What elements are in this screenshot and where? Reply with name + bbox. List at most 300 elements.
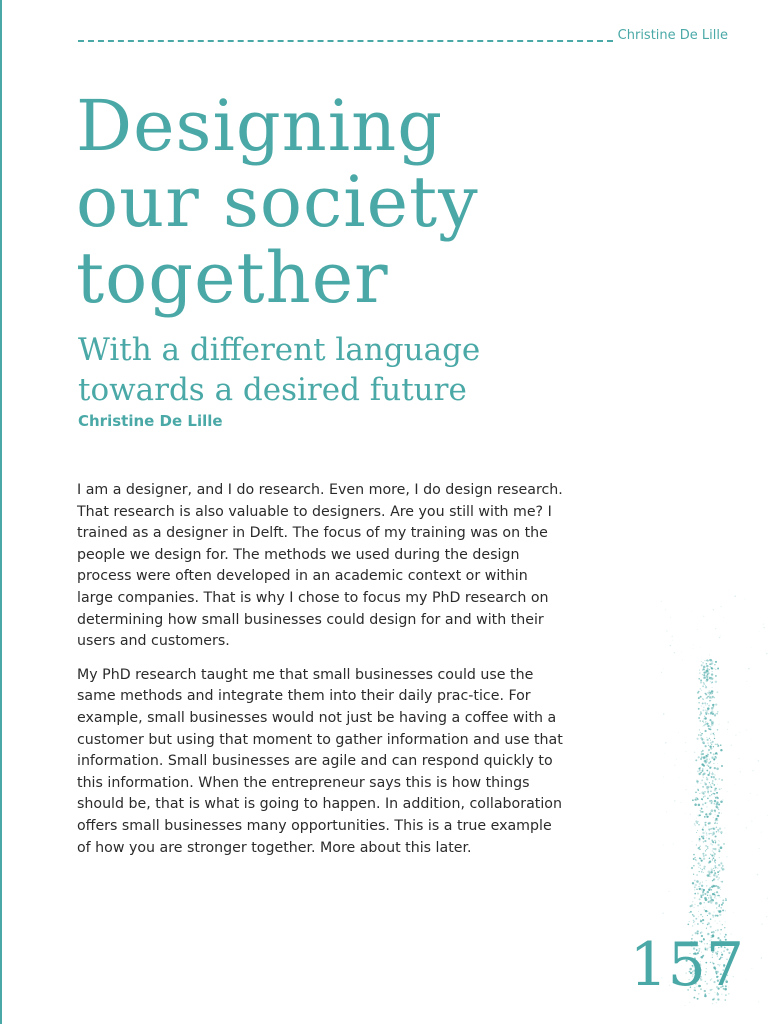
texture-speck bbox=[706, 770, 708, 772]
texture-speck bbox=[702, 698, 703, 699]
texture-speck bbox=[716, 1002, 718, 1004]
texture-speck bbox=[734, 595, 736, 597]
texture-speck bbox=[708, 765, 709, 766]
texture-speck bbox=[715, 902, 718, 905]
texture-speck bbox=[715, 714, 716, 715]
texture-speck bbox=[714, 735, 715, 736]
texture-speck bbox=[700, 882, 701, 883]
texture-speck bbox=[695, 918, 697, 920]
texture-speck bbox=[706, 885, 707, 886]
texture-speck bbox=[702, 750, 704, 752]
texture-speck bbox=[706, 880, 707, 881]
texture-speck bbox=[708, 791, 709, 792]
texture-speck bbox=[711, 868, 712, 869]
texture-speck bbox=[703, 682, 705, 684]
page-number: 157 bbox=[629, 930, 744, 1000]
texture-speck bbox=[701, 895, 703, 897]
texture-speck bbox=[721, 867, 723, 869]
texture-speck bbox=[694, 857, 695, 858]
texture-speck bbox=[759, 848, 760, 849]
texture-speck bbox=[703, 616, 704, 617]
texture-speck bbox=[697, 789, 698, 790]
texture-speck bbox=[702, 669, 703, 670]
texture-speck bbox=[705, 712, 708, 715]
texture-speck bbox=[705, 730, 707, 732]
texture-speck bbox=[685, 813, 686, 814]
texture-speck bbox=[666, 631, 667, 632]
texture-speck bbox=[714, 714, 716, 716]
texture-speck bbox=[752, 770, 753, 771]
texture-speck bbox=[738, 758, 739, 759]
texture-speck bbox=[700, 696, 702, 698]
texture-speck bbox=[719, 914, 721, 916]
texture-speck bbox=[694, 889, 695, 890]
texture-speck bbox=[709, 663, 711, 665]
texture-speck bbox=[712, 687, 713, 688]
texture-speck bbox=[713, 842, 714, 843]
texture-speck bbox=[720, 831, 722, 833]
texture-speck bbox=[698, 916, 699, 917]
texture-speck bbox=[695, 803, 696, 804]
texture-speck bbox=[735, 734, 737, 736]
texture-speck bbox=[718, 906, 719, 907]
texture-speck bbox=[692, 799, 694, 801]
texture-speck bbox=[698, 734, 700, 736]
texture-speck bbox=[714, 796, 715, 797]
texture-speck bbox=[696, 874, 698, 876]
texture-speck bbox=[704, 893, 706, 895]
texture-speck bbox=[725, 899, 727, 901]
texture-speck bbox=[690, 773, 691, 774]
texture-speck bbox=[712, 780, 713, 781]
texture-speck bbox=[709, 813, 712, 816]
texture-speck bbox=[702, 916, 703, 917]
texture-speck bbox=[699, 838, 701, 840]
texture-speck bbox=[717, 763, 718, 764]
texture-speck bbox=[713, 753, 715, 755]
texture-speck bbox=[662, 912, 663, 913]
texture-speck bbox=[701, 664, 703, 666]
texture-speck bbox=[719, 857, 720, 858]
texture-speck bbox=[714, 661, 715, 662]
texture-speck bbox=[700, 681, 702, 683]
texture-speck bbox=[717, 895, 718, 896]
texture-speck bbox=[705, 745, 707, 747]
texture-speck bbox=[706, 758, 708, 760]
texture-speck bbox=[755, 817, 756, 818]
texture-speck bbox=[704, 791, 706, 793]
texture-speck bbox=[703, 866, 705, 868]
texture-speck bbox=[698, 911, 699, 912]
texture-speck bbox=[700, 734, 702, 736]
texture-speck bbox=[706, 670, 708, 672]
texture-speck bbox=[715, 873, 716, 874]
texture-speck bbox=[709, 889, 710, 890]
texture-speck bbox=[711, 871, 713, 873]
texture-speck bbox=[712, 772, 713, 773]
texture-speck bbox=[721, 765, 723, 767]
texture-speck bbox=[726, 791, 727, 792]
texture-speck bbox=[750, 793, 751, 794]
texture-speck bbox=[700, 758, 702, 760]
texture-speck bbox=[714, 793, 716, 795]
texture-speck bbox=[711, 667, 713, 669]
texture-speck bbox=[676, 759, 677, 760]
texture-speck bbox=[721, 788, 722, 789]
texture-speck bbox=[705, 813, 707, 815]
texture-speck bbox=[710, 901, 712, 903]
texture-speck bbox=[758, 1001, 759, 1002]
texture-speck bbox=[713, 784, 715, 786]
texture-speck bbox=[710, 776, 711, 777]
title-line: our society bbox=[76, 161, 479, 243]
texture-speck bbox=[712, 720, 713, 721]
texture-speck bbox=[705, 831, 706, 832]
texture-speck bbox=[668, 891, 669, 892]
texture-speck bbox=[713, 763, 714, 764]
texture-speck bbox=[708, 897, 709, 898]
texture-speck bbox=[704, 669, 705, 670]
texture-speck bbox=[740, 771, 741, 772]
texture-speck bbox=[715, 885, 717, 887]
texture-speck bbox=[722, 902, 724, 904]
texture-speck bbox=[758, 760, 759, 761]
texture-speck bbox=[707, 846, 709, 848]
texture-speck bbox=[707, 704, 708, 705]
texture-speck bbox=[710, 918, 712, 920]
texture-speck bbox=[682, 659, 683, 660]
texture-speck bbox=[763, 627, 764, 628]
texture-speck bbox=[709, 767, 711, 769]
texture-speck bbox=[719, 870, 720, 871]
texture-speck bbox=[705, 910, 707, 912]
article-byline: Christine De Lille bbox=[78, 412, 223, 430]
texture-speck bbox=[710, 681, 711, 682]
texture-speck bbox=[698, 824, 699, 825]
body-paragraph: I am a designer, and I do research. Even more, I do design research. That research is also valuable to designers. Are you still with me? I trained as a designer in Delft. The focus of my training was on the people we design for. The methods we used during the design process were often developed in an academic context or within large companies. That is why I chose to focus my PhD research on determining how small businesses could design for and with their users and customers. bbox=[77, 482, 563, 650]
texture-speck bbox=[703, 666, 706, 669]
texture-speck bbox=[714, 853, 716, 855]
texture-speck bbox=[718, 849, 720, 851]
texture-speck bbox=[701, 779, 703, 781]
texture-speck bbox=[719, 905, 720, 906]
texture-speck bbox=[685, 789, 686, 790]
texture-speck bbox=[704, 822, 706, 824]
texture-speck bbox=[704, 782, 706, 784]
texture-speck bbox=[701, 798, 703, 800]
texture-speck bbox=[710, 882, 711, 883]
texture-speck bbox=[702, 803, 704, 805]
texture-speck bbox=[711, 809, 714, 812]
texture-speck bbox=[694, 752, 696, 754]
texture-speck bbox=[719, 788, 721, 790]
texture-speck bbox=[710, 696, 712, 698]
page-edge-line bbox=[0, 0, 2, 1024]
texture-speck bbox=[710, 752, 712, 754]
texture-speck bbox=[715, 836, 717, 838]
texture-speck bbox=[766, 916, 767, 917]
texture-speck bbox=[707, 895, 708, 896]
texture-speck bbox=[696, 860, 698, 862]
texture-speck bbox=[685, 751, 686, 752]
texture-speck bbox=[705, 824, 707, 826]
texture-speck bbox=[699, 864, 701, 866]
texture-speck bbox=[717, 797, 719, 799]
texture-speck bbox=[704, 909, 706, 911]
texture-speck bbox=[712, 693, 713, 694]
texture-speck bbox=[712, 885, 713, 886]
texture-speck bbox=[702, 674, 703, 675]
texture-speck bbox=[721, 881, 723, 883]
texture-speck bbox=[664, 753, 665, 754]
texture-speck bbox=[713, 874, 715, 876]
texture-speck bbox=[706, 834, 707, 835]
texture-speck bbox=[710, 761, 712, 763]
texture-speck bbox=[705, 768, 706, 769]
texture-speck bbox=[699, 670, 700, 671]
texture-speck bbox=[703, 841, 705, 843]
texture-speck bbox=[697, 814, 699, 816]
texture-speck bbox=[761, 923, 762, 924]
texture-speck bbox=[697, 738, 699, 740]
texture-speck bbox=[696, 889, 697, 890]
texture-speck bbox=[715, 775, 716, 776]
texture-speck bbox=[703, 777, 704, 778]
texture-speck bbox=[718, 724, 719, 725]
texture-speck bbox=[691, 904, 693, 906]
texture-speck bbox=[699, 888, 701, 890]
texture-speck bbox=[711, 678, 713, 680]
texture-speck bbox=[707, 737, 708, 738]
texture-speck bbox=[721, 779, 723, 781]
texture-speck bbox=[711, 828, 712, 829]
texture-speck bbox=[711, 732, 712, 733]
texture-speck bbox=[723, 843, 725, 845]
texture-speck bbox=[715, 842, 716, 843]
texture-speck bbox=[706, 838, 707, 839]
texture-speck bbox=[714, 767, 716, 769]
texture-speck bbox=[703, 907, 704, 908]
texture-speck bbox=[706, 832, 708, 834]
subtitle-line: With a different language bbox=[78, 332, 481, 368]
texture-speck bbox=[722, 869, 723, 870]
texture-speck bbox=[718, 815, 720, 817]
texture-speck bbox=[706, 723, 708, 725]
texture-speck bbox=[708, 692, 710, 694]
texture-speck bbox=[694, 884, 696, 886]
texture-speck bbox=[714, 865, 716, 867]
texture-speck bbox=[694, 893, 696, 895]
texture-speck bbox=[709, 872, 711, 874]
texture-speck bbox=[713, 609, 714, 610]
texture-speck bbox=[715, 920, 716, 921]
texture-speck bbox=[722, 909, 724, 911]
texture-speck bbox=[670, 617, 671, 618]
texture-speck bbox=[709, 771, 710, 772]
texture-speck bbox=[701, 733, 703, 735]
texture-speck bbox=[712, 827, 714, 829]
texture-speck bbox=[711, 682, 713, 684]
texture-speck bbox=[706, 665, 708, 667]
texture-speck bbox=[761, 957, 762, 958]
texture-speck bbox=[702, 770, 704, 772]
texture-speck bbox=[708, 901, 710, 903]
texture-speck bbox=[713, 733, 714, 734]
article-subtitle bbox=[78, 330, 480, 410]
texture-speck bbox=[694, 907, 695, 908]
texture-speck bbox=[719, 877, 720, 878]
texture-speck bbox=[714, 840, 715, 841]
texture-speck bbox=[708, 833, 710, 835]
texture-speck bbox=[709, 887, 711, 889]
texture-speck bbox=[710, 693, 712, 695]
texture-speck bbox=[703, 707, 704, 708]
texture-speck bbox=[722, 924, 723, 925]
texture-speck bbox=[696, 845, 697, 846]
texture-speck bbox=[762, 590, 763, 591]
texture-speck bbox=[663, 713, 665, 715]
texture-speck bbox=[709, 694, 710, 695]
texture-speck bbox=[708, 745, 709, 746]
texture-speck bbox=[702, 720, 703, 721]
texture-speck bbox=[710, 790, 712, 792]
texture-speck bbox=[703, 756, 705, 758]
texture-speck bbox=[705, 760, 706, 761]
texture-speck bbox=[696, 779, 697, 780]
texture-speck bbox=[705, 686, 707, 688]
texture-speck bbox=[702, 702, 704, 704]
texture-speck bbox=[702, 738, 703, 739]
texture-speck bbox=[703, 894, 704, 895]
texture-speck bbox=[700, 772, 702, 774]
texture-speck bbox=[698, 717, 700, 719]
texture-speck bbox=[718, 803, 720, 805]
texture-speck bbox=[715, 788, 717, 790]
texture-speck bbox=[751, 739, 752, 740]
texture-speck bbox=[710, 700, 711, 701]
texture-speck bbox=[684, 1005, 685, 1006]
texture-speck bbox=[713, 746, 714, 747]
texture-speck bbox=[725, 910, 726, 911]
texture-speck bbox=[715, 661, 717, 663]
texture-speck bbox=[711, 777, 712, 778]
texture-speck bbox=[710, 719, 711, 720]
texture-speck bbox=[701, 808, 702, 809]
texture-speck bbox=[713, 758, 715, 760]
texture-speck bbox=[703, 890, 705, 892]
texture-speck bbox=[707, 677, 708, 678]
article-body bbox=[77, 480, 563, 871]
texture-speck bbox=[712, 915, 713, 916]
texture-speck bbox=[687, 867, 688, 868]
texture-speck bbox=[707, 891, 709, 893]
texture-speck bbox=[698, 862, 700, 864]
texture-speck bbox=[713, 868, 714, 869]
texture-speck bbox=[714, 912, 715, 913]
texture-speck bbox=[751, 821, 752, 822]
texture-speck bbox=[715, 703, 717, 705]
texture-speck bbox=[714, 738, 715, 739]
texture-speck bbox=[663, 776, 664, 777]
texture-speck bbox=[741, 874, 742, 875]
texture-speck bbox=[722, 799, 724, 801]
texture-speck bbox=[697, 799, 699, 801]
texture-speck bbox=[695, 820, 697, 822]
texture-speck bbox=[704, 902, 705, 903]
texture-speck bbox=[710, 784, 711, 785]
texture-speck bbox=[719, 637, 720, 638]
texture-speck bbox=[705, 756, 707, 758]
texture-speck bbox=[704, 677, 707, 680]
texture-speck bbox=[718, 850, 720, 852]
texture-speck bbox=[766, 653, 767, 654]
texture-speck bbox=[692, 841, 693, 842]
texture-speck bbox=[702, 662, 704, 664]
texture-speck bbox=[710, 733, 712, 735]
texture-speck bbox=[707, 911, 708, 912]
texture-speck bbox=[699, 720, 700, 721]
texture-speck bbox=[690, 911, 692, 913]
texture-speck bbox=[690, 814, 691, 815]
texture-speck bbox=[704, 716, 705, 717]
texture-speck bbox=[708, 829, 710, 831]
texture-speck bbox=[722, 899, 724, 901]
texture-speck bbox=[695, 786, 696, 787]
texture-speck bbox=[716, 713, 717, 714]
texture-speck bbox=[733, 912, 734, 913]
texture-speck bbox=[719, 841, 720, 842]
texture-speck bbox=[663, 845, 664, 846]
texture-speck bbox=[661, 601, 662, 602]
texture-speck bbox=[695, 792, 697, 794]
texture-speck bbox=[707, 764, 709, 766]
texture-speck bbox=[702, 741, 705, 744]
texture-speck bbox=[703, 796, 704, 797]
texture-speck bbox=[713, 893, 715, 895]
texture-speck bbox=[695, 825, 696, 826]
texture-speck bbox=[694, 880, 696, 882]
texture-speck bbox=[712, 916, 714, 918]
texture-speck bbox=[698, 702, 700, 704]
texture-speck bbox=[712, 844, 713, 845]
texture-speck bbox=[707, 774, 709, 776]
texture-speck bbox=[709, 654, 710, 655]
texture-speck bbox=[714, 697, 716, 699]
texture-speck bbox=[700, 712, 702, 714]
texture-speck bbox=[708, 713, 709, 714]
texture-speck bbox=[709, 758, 710, 759]
texture-speck bbox=[706, 675, 709, 678]
texture-speck bbox=[708, 690, 710, 692]
texture-speck bbox=[700, 846, 701, 847]
texture-speck bbox=[761, 832, 762, 833]
texture-speck bbox=[694, 823, 696, 825]
texture-speck bbox=[720, 887, 721, 888]
texture-speck bbox=[709, 795, 711, 797]
texture-speck bbox=[718, 874, 719, 875]
texture-speck bbox=[718, 864, 720, 866]
texture-speck bbox=[735, 785, 736, 786]
texture-speck bbox=[715, 756, 718, 759]
texture-speck bbox=[678, 732, 679, 733]
texture-speck bbox=[697, 923, 699, 925]
texture-speck bbox=[706, 786, 709, 789]
texture-speck bbox=[710, 833, 711, 834]
texture-speck bbox=[701, 791, 704, 794]
texture-speck bbox=[727, 729, 728, 730]
texture-speck bbox=[715, 797, 717, 799]
texture-speck bbox=[714, 803, 716, 805]
